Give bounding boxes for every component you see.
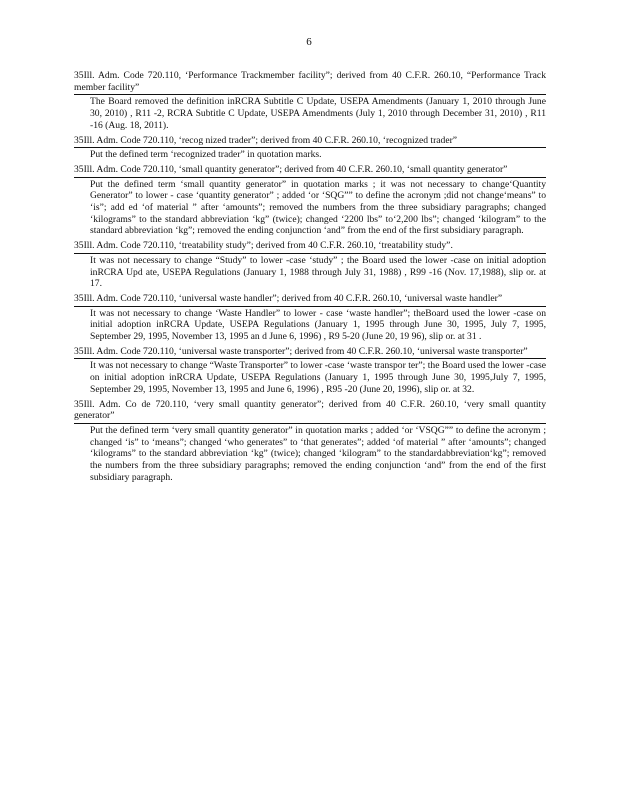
entry-heading: 35Ill. Adm. Code 720.110, ‘treatability study”; derived from 40 C.F.R. 260.10, ‘treatability study”. [74,240,546,254]
document-body [74,70,546,487]
entry-very-small-quantity-generator [74,399,546,484]
entry-note: Put the defined term ‘recognized trader” in quotation marks. [90,149,322,161]
entry-heading: 35Ill. Adm. Code 720.110, ‘universal waste transporter”; derived from 40 C.F.R. 260.10, ‘universal waste transporter” [74,346,546,360]
entry-note: Put the defined term ‘very small quantity generator” in quotation marks ; added ‘or ‘VSQG”” to define the acronym ; changed ‘is” to ‘means”; changed ‘who generates” to ‘that generates”; added ‘of material ” after ‘amounts”; changed ‘kilograms” to the standard abbreviation ‘kg” (twice); changed ‘kilogram” to the standardabbreviation‘kg”; removed the numbers from the three subsidiary paragraphs; removed the ending conjunction ‘and” from the end of the first subsidiary paragraph. [90,424,546,483]
entry-heading: 35Ill. Adm. Code 720.110, ‘universal waste handler”; derived from 40 C.F.R. 260.10, ‘universal waste handler” [74,293,546,307]
entry-note: It was not necessary to change “Study” to lower -case ‘study” ; the Board used the lower -case on initial adoption inRCRA Upd ate, USEPA Regulations (January 1, 1988 through July 31, 1988) , R99 -16 (Nov. 17,1988), slip or. at 17. [90,254,546,290]
entry-treatability-study [74,240,546,290]
entry-recognized-trader [74,135,546,161]
page-number: 6 [306,36,312,48]
entry-heading: 35Ill. Adm. Co de 720.110, ‘very small quantity generator”; derived from 40 C.F.R. 260.10, ‘very small quantity generator” [74,399,546,424]
entry-note: It was not necessary to change ‘Waste Handler” to lower - case ‘waste handler”; theBoard used the lower -case on initial adoption inRCRA Update, USEPA Regulations (January 1, 1995 through June 30, 1995, July 7, 1995, September 29, 1995, November 13, 1995 an d June 6, 1996) , R9 5-20 (June 20, 19 96), slip or. at 31 . [90,307,546,343]
entry-small-quantity-generator [74,164,546,237]
entry-heading: 35Ill. Adm. Code 720.110, ‘recog nized trader”; derived from 40 C.F.R. 260.10, ‘recognized trader” [74,135,546,149]
entry-note: Put the defined term ‘small quantity generator” in quotation marks ; it was not necessary to change‘Quantity Generator” to lower - case ‘quantity generator” ; added ‘or ‘SQG”” to define the acronym ;did not change‘means” to ‘is”; add ed ‘of material ” after ‘amounts”; removed the numbers from the three subsidiary paragraphs; changed ‘kilograms” to the standard abbreviation ‘kg” (twice); changed ‘2200 lbs” to‘2,200 lbs”; changed ‘kilogram” to the standard abbreviation ‘kg”; removed the ending conjunction ‘and” from the end of the first subsidiary paragraph. [90,178,546,237]
entry-performance-track-member-facility [74,70,546,132]
entry-universal-waste-handler [74,293,546,343]
entry-note: It was not necessary to change “Waste Transporter” to lower -case ‘waste transpor ter”; the Board used the lower -case on initial adoption inRCRA Update, USEPA Regulations (January 1, 1995 through June 30, 1995,July 7, 1995, September 29, 1995, November 13, 1995 and June 6, 1996) , R95 -20 (June 20, 1996), slip or. at 32. [90,360,546,395]
entry-heading: 35Ill. Adm. Code 720.110, ‘small quantity generator”; derived from 40 C.F.R. 260.10, ‘small quantity generator” [74,164,546,178]
entry-heading: 35Ill. Adm. Code 720.110, ‘Performance Trackmember facility”; derived from 40 C.F.R. 260.10, “Performance Track member facility” [74,70,546,95]
entry-note: The Board removed the definition inRCRA Subtitle C Update, USEPA Amendments (January 1, 2010 through June 30, 2010) , R11 -2, RCRA Subtitle C Update, USEPA Amendments (July 1, 2010 through December 31, 2010) , R11 -16 (Aug. 18, 2011). [90,96,546,131]
entry-universal-waste-transporter [74,346,546,396]
